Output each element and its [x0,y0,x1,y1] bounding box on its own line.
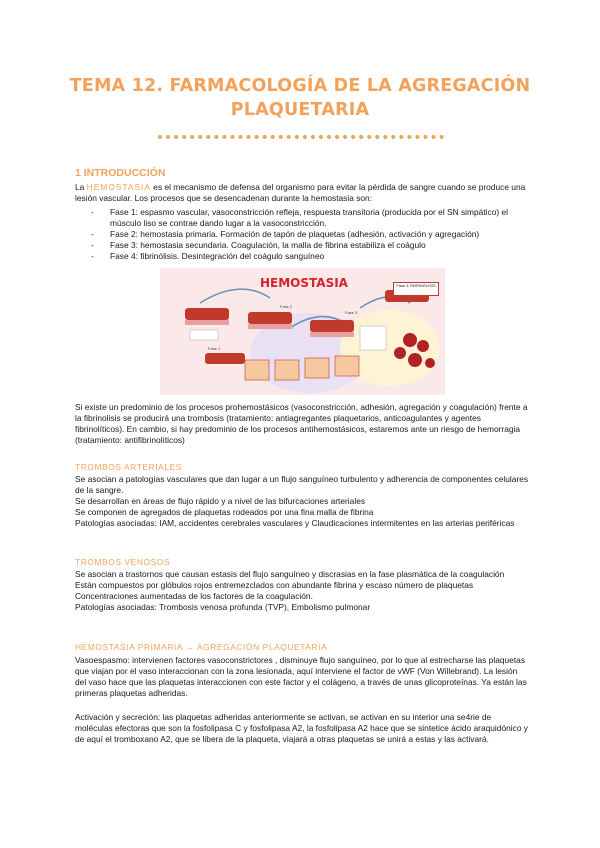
section-heading-introduccion: 1 INTRODUCCIÓN [75,167,166,179]
figure-title: HEMOSTASIA [260,276,348,290]
arteriales-block [75,474,530,529]
text-line: Se desarrollan en áreas de flujo rápido y a nivel de las bifurcaciones arteriales [75,496,366,506]
stage-label-fase1: Fase 1 [208,346,221,351]
page-title: TEMA 12. FARMACOLOGÍA DE LA AGREGACIÓN PLAQUETARIA [69,76,531,120]
hemostasia-figure [160,268,445,395]
text-line: Patologías asociadas: IAM, accidentes cerebrales vasculares y Claudicaciones intermitentes en las arterias periféricas [75,518,515,528]
text-line: Patologías asociadas: Trombosis venosa profunda (TVP), Embolismo pulmonar [75,602,371,612]
heading-hemostasia-primaria: HEMOSTASIA PRIMARIA → AGREGACIÓN PLAQUETARIA [75,642,328,652]
list-item: - Fase 2: hemostasia primaria. Formación de tapón de plaquetas (adhesión, activación y agregación) [91,229,531,240]
text-line: Se asocian a patologías vasculares que dan lugar a un flujo sanguíneo turbulento y adherencia de componentes celulares de la sangre. [75,474,529,495]
list-item: - Fase 3: hemostasia secundaria. Coagulación, la malla de fibrina estabiliza el coágulo [91,240,531,251]
heading-trombos-arteriales: TROMBOS ARTERIALES [75,462,182,472]
venosos-block [75,569,530,613]
stage-label-fase3: Fase 3 [345,310,358,315]
text-line: Están compuestos por glóbulos rojos entremezclados con abundante fibrina y escaso número de plaquetas [75,580,474,590]
title-divider [158,135,444,145]
paragraph-activacion: Activación y secreción: las plaquetas adheridas anteriormente se activan, se activan en su interior una se4rie de moléculas efectoras que son la fosfolipasa C y fosfolipasa A2, la fosfolipasa A2 hace que se sintetice ácido araquidónico y de aquí el tromboxano A2, que se libera de la plaqueta, viajará a otras plaquetas se unirá a estas y las activará. [75,712,528,744]
paragraph-trombosis: Si existe un predominio de los procesos prohemostásicos (vasoconstricción, adhesión, agregación y coagulación) frente a la fibrinolisis se producirá una trombosis (tratamiento: antiagregantes plaquetarios, anticoagulantes y agentes fibrinolíticos). En cambio, si hay predominio de los procesos antihemostásicos, estaremos ante un riesgo de hemorragia (tratamiento: antifibrinolíticos) [75,402,528,445]
list-item: - Fase 1: espasmo vascular, vasoconstricción refleja, respuesta transitoria (producida por el SN simpático) el músculo liso se contrae dando lugar a la vasoconstricción. [91,207,531,229]
text-line: Se componen de agregados de plaquetas rodeados por una fina malla de fibrina [75,507,374,517]
highlight-hemostasia: HEMOSTASIA [86,182,151,192]
intro-paragraph [75,182,530,204]
list-item: - Fase 4: fibrinólisis. Desintegración del coágulo sanguíneo [91,251,531,262]
intro-text-post: es el mecanismo de defensa del organismo para evitar la pérdida de sangre cuando se produce una lesión vascular. Los procesos que se desencadenan durante la hemostasia son: [75,182,526,203]
phases-list [91,207,531,262]
figure-badge: Fase 4 FIBRINÓLISIS [393,282,439,296]
stage-label-fase2: Fase 2 [280,304,293,309]
text-line: Se asocian a trastornos que causan estasis del flujo sanguíneo y discrasias en la fase plasmática de la coagulación [75,569,505,579]
paragraph-vasoespasmo: Vasoespasmo: intervienen factores vasoconstrictores , disminuye flujo sanguíneo, por lo que al estrecharse las plaquetas que viajan por el vaso interaccionan con la zona lesionada, aquí interviene el factor de vWF (Von Willebrand). La lesión del vaso hace que las plaquetas interaccionen con este factor y el colágeno, a través de unas glicoproteínas. Ya están las primeras plaquetas adheridas. [75,655,527,698]
heading-trombos-venosos: TROMBOS VENOSOS [75,557,171,567]
text-line: Concentraciones aumentadas de los factores de la coagulación. [75,591,313,601]
intro-text-pre: La [75,182,87,192]
